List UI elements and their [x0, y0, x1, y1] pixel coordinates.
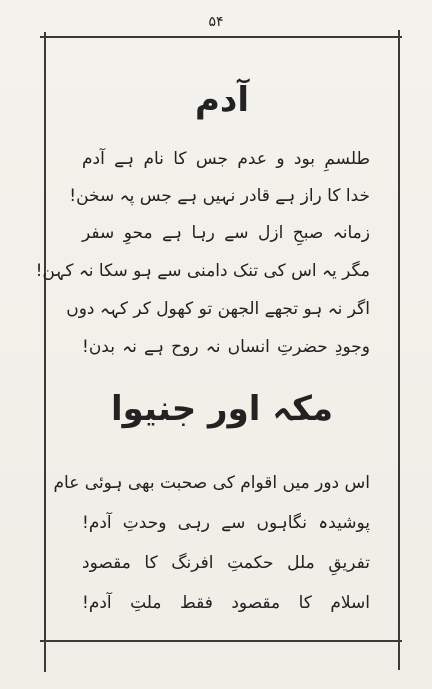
page-number: ۵۴: [208, 14, 224, 30]
top-rule: [40, 36, 402, 38]
verse-line: خدا کا راز ہے قادر نہیں ہے جس پہ سخن!: [69, 186, 370, 206]
left-margin-rule: [44, 32, 46, 672]
verse-line: مگر یہ اس کی تنک دامنی سے ہو سکا نہ کہن!: [35, 261, 370, 281]
right-margin-rule: [398, 30, 400, 670]
verse-line: اگر نہ ہو تجھے الجھن تو کھول کر کہہ دوں: [66, 299, 370, 319]
bottom-rule: [40, 640, 402, 642]
verse-line: طلسمِ بود و عدم جس کا نام ہے آدم: [82, 149, 370, 169]
verse-line: تفریقِ ملل حکمتِ افرنگ کا مقصود: [82, 553, 370, 573]
verse-line: پوشیدہ نگاہوں سے رہی وحدتِ آدم!: [82, 513, 370, 533]
verse-line: اسلام کا مقصود فقط ملتِ آدم!: [82, 593, 370, 613]
poem-title-adam: آدم: [194, 80, 250, 120]
verse-line: زمانہ صبحِ ازل سے رہا ہے محوِ سفر: [82, 223, 370, 243]
verse-line: اس دور میں اقوام کی صحبت بھی ہوئی عام: [53, 473, 370, 493]
verse-line: وجودِ حضرتِ انساں نہ روح ہے نہ بدن!: [82, 337, 370, 357]
poem-title-makka-geneva: مکہ اور جنیوا: [110, 389, 333, 429]
